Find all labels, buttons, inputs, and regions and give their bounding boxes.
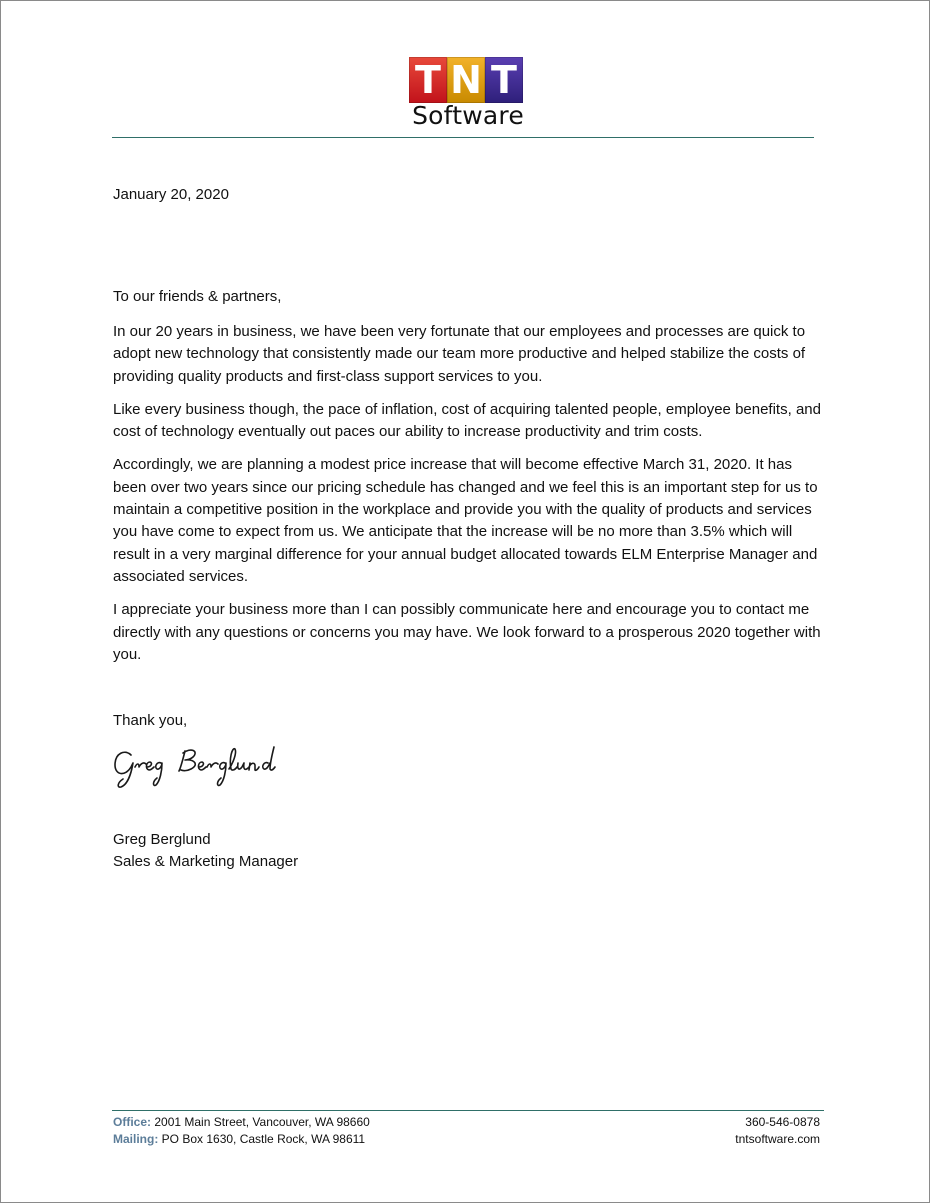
office-label: Office: [113, 1115, 152, 1129]
logo-tiles [409, 57, 525, 103]
letter-date: January 20, 2020 [113, 186, 229, 203]
letter-body [113, 321, 825, 677]
footer-addresses [113, 1114, 370, 1148]
logo-tile-2: N [447, 57, 485, 103]
body-paragraph: I appreciate your business more than I can possibly communicate here and encourage you to contact me directly with any questions or concerns you may have. We look forward to a prosperous 2020 together with you. [113, 601, 821, 663]
mailing-address-line [113, 1131, 370, 1148]
signer-block [113, 829, 298, 873]
body-paragraph: Accordingly, we are planning a modest price increase that will become effective March 31, 2020. It has been over two years since our pricing schedule has changed and we feel this is an important step for us to maintain a competitive position in the workplace and provide you with the quality of products and services you have come to expect from us. We anticipate that the increase will be no more than 3.5% which will result in a very marginal difference for your annual budget allocated towards ELM Enterprise Manager and associated services. [113, 456, 818, 585]
company-logo [409, 57, 525, 133]
footer-divider [112, 1110, 824, 1111]
website-link[interactable]: tntsoftware.com [735, 1132, 820, 1146]
logo-wordmark: Software [412, 101, 524, 130]
office-address: 2001 Main Street, Vancouver, WA 98660 [154, 1115, 370, 1129]
phone-number: 360-546-0878 [745, 1115, 820, 1129]
signature-image [111, 741, 321, 791]
footer-contact [735, 1114, 820, 1148]
body-paragraph: Like every business though, the pace of inflation, cost of acquiring talented people, employee benefits, and cost of technology eventually out paces our ability to increase productivity and trim costs. [113, 400, 821, 441]
mailing-label: Mailing: [113, 1132, 159, 1146]
office-address-line [113, 1114, 370, 1131]
signer-title: Sales & Marketing Manager [113, 853, 299, 870]
letter-greeting: To our friends & partners, [113, 288, 282, 305]
signer-name: Greg Berglund [113, 831, 211, 848]
logo-tile-1: T [409, 57, 447, 103]
mailing-address: PO Box 1630, Castle Rock, WA 98611 [161, 1132, 366, 1146]
logo-tile-3: T [485, 57, 523, 103]
header-divider [112, 137, 814, 138]
handwritten-signature [111, 741, 321, 796]
body-paragraph: In our 20 years in business, we have been very fortunate that our employees and processes are quick to adopt new technology that consistently made our team more productive and helped stabilize the costs of providing quality products and first-class support services to you. [113, 323, 806, 385]
letter-closing: Thank you, [113, 712, 188, 729]
